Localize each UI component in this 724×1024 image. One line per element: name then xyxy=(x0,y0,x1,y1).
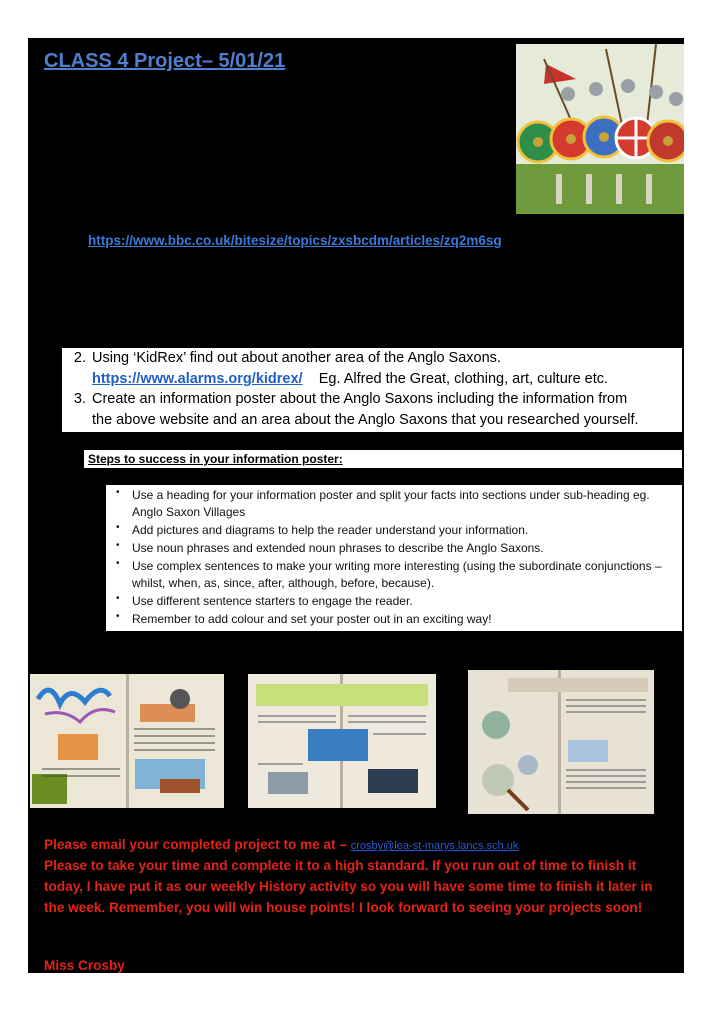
steps-to-success-heading: Steps to success in your information poster: xyxy=(84,450,682,468)
step-text: Eg. Alfred the Great, clothing, art, culture etc. xyxy=(318,371,609,387)
bullet-icon: • xyxy=(116,487,120,498)
step-text: the above website and an area about the Anglo Saxons that you researched yourself. xyxy=(92,412,639,428)
worksheet-page xyxy=(28,38,684,973)
closing-paragraph: Please to take your time and complete it to a high standard. If you run out of time to finish it today, I have put it as our weekly History activity so you will have some time to finish it later in the week. Remember, you will win house points! I look forward to seeing your projects soon! xyxy=(44,858,653,915)
anglo-saxon-warriors-illustration xyxy=(516,44,684,214)
step-number: 3. xyxy=(73,391,86,407)
example-project-photo-mission xyxy=(468,670,654,814)
step-2-link-line xyxy=(92,371,608,387)
teacher-email-link[interactable]: crosby@lea-st-marys.lancs.sch.uk xyxy=(350,840,519,852)
step-3-continued xyxy=(92,412,639,428)
steps-list xyxy=(62,348,682,432)
bullet-icon: • xyxy=(116,558,120,569)
step-text: Create an information poster about the Anglo Saxons including the information from xyxy=(92,391,628,407)
success-criteria-list: • Use a heading for your information poster and split your facts into sections under sub-heading eg. Anglo Saxon Villages • Add pictures and diagrams to help the reader understand your information. • Use noun phrases and extended noun phrases to describe the Anglo Saxons. • Use complex sentences to make your writing more interesting (using the subordinate conjunctions – whilst, when, as, since, after, although, before, because). • Use different sentence starters to engage the reader. • Remember to add colour and set your poster out in an exciting way! xyxy=(106,485,682,631)
step-3 xyxy=(62,391,627,407)
teacher-signature: Miss Crosby xyxy=(44,958,125,973)
email-lead-text: Please email your completed project to me at – xyxy=(44,837,347,852)
step-text: Using ‘KidRex’ find out about another area of the Anglo Saxons. xyxy=(92,350,501,366)
example-project-photo-poster xyxy=(248,674,436,808)
bbc-bitesize-link[interactable]: https://www.bbc.co.uk/bitesize/topics/zxsbcdm/articles/zq2m6sg xyxy=(88,233,502,248)
bullet-icon: • xyxy=(116,522,120,533)
bullet-icon: • xyxy=(116,540,120,551)
step-number: 2. xyxy=(73,350,86,366)
example-project-photo-mexico xyxy=(30,674,224,808)
email-instruction xyxy=(44,834,674,857)
step-2 xyxy=(62,350,501,366)
bullet-icon: • xyxy=(116,611,120,622)
bullet-icon: • xyxy=(116,593,120,604)
kidrex-link[interactable]: https://www.alarms.org/kidrex/ xyxy=(92,371,303,387)
page-title: CLASS 4 Project– 5/01/21 xyxy=(44,50,286,72)
